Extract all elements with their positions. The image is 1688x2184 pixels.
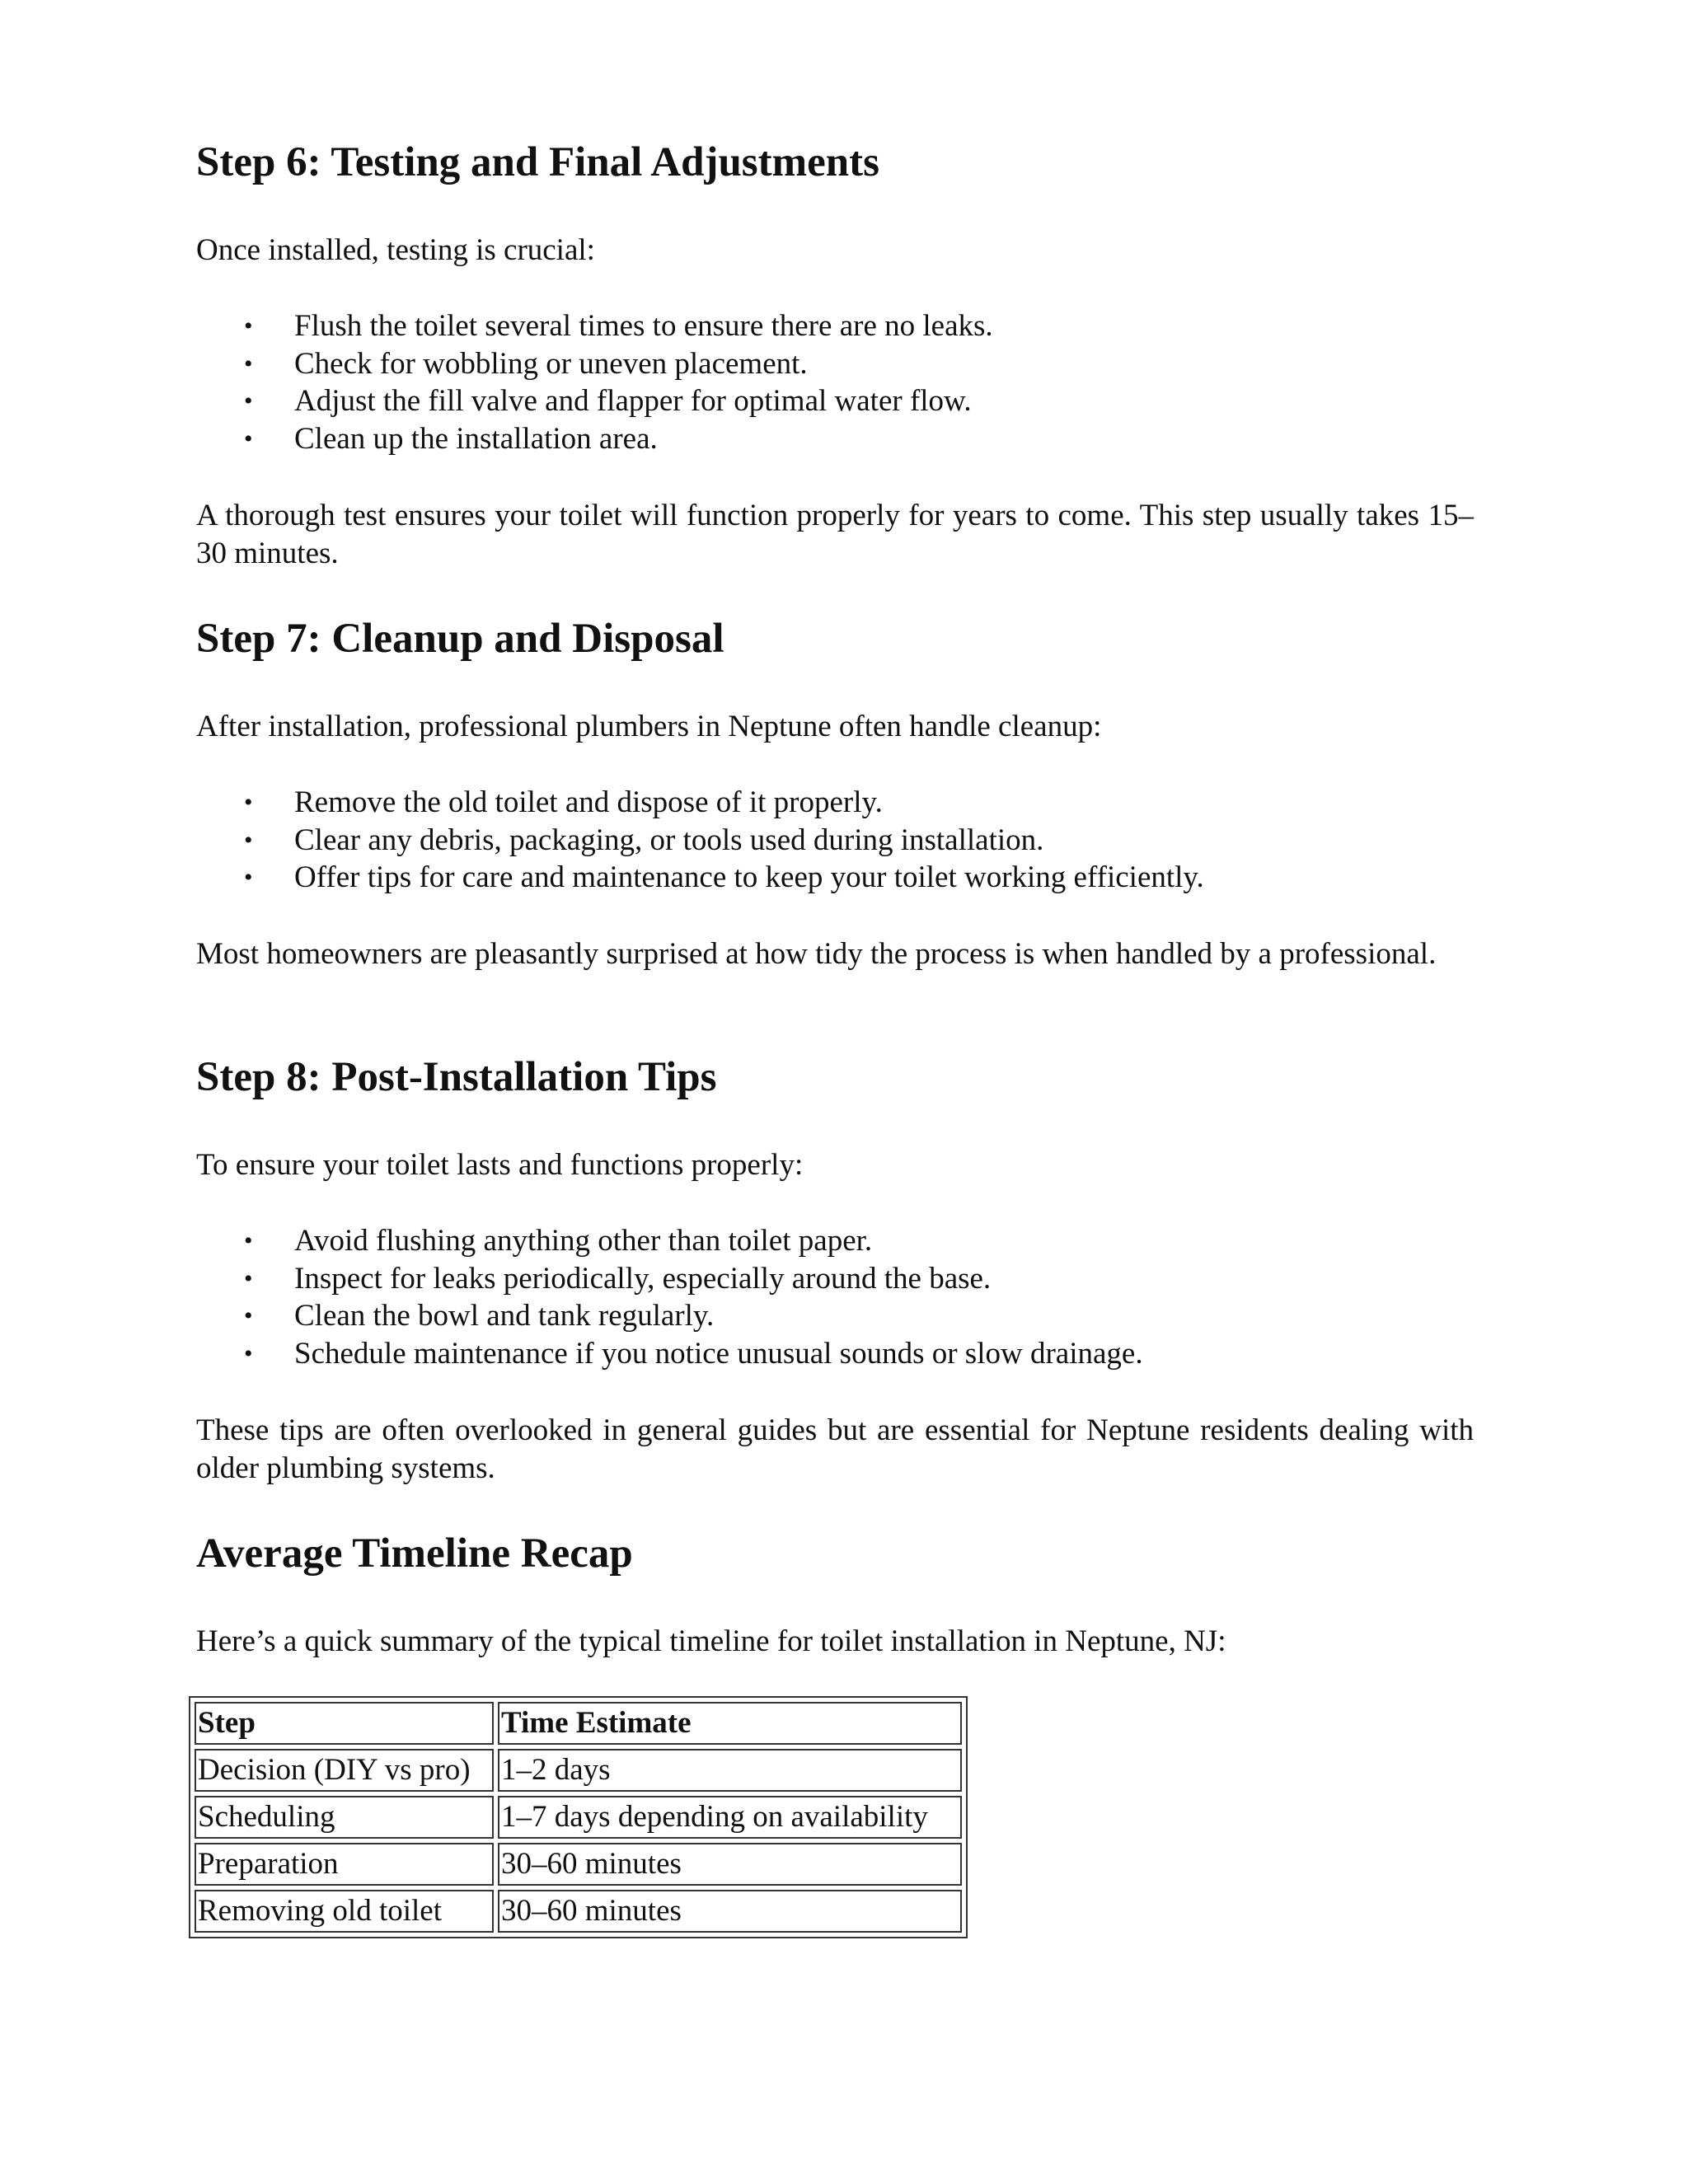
table-row (195, 1890, 962, 1933)
list-item: • Avoid flushing anything other than toilet paper. (196, 1222, 1474, 1260)
list-item: • Flush the toilet several times to ensure there are no leaks. (196, 307, 1474, 345)
list-item: • Adjust the fill valve and flapper for optimal water flow. (196, 382, 1474, 420)
bullet-icon: • (244, 349, 253, 377)
bullet-icon: • (244, 1264, 253, 1292)
list-item: • Remove the old toilet and dispose of it properly. (196, 784, 1474, 822)
table-cell-step: Removing old toilet (195, 1890, 494, 1933)
step8-intro: To ensure your toilet lasts and functions properly: (196, 1148, 804, 1182)
table-cell-time: 30–60 minutes (498, 1890, 962, 1933)
step7-bullet-list (196, 784, 1474, 897)
step8-bullet-list (196, 1222, 1474, 1372)
bullet-icon: • (244, 424, 253, 452)
list-item: • Clean the bowl and tank regularly. (196, 1297, 1474, 1335)
table-row (195, 1749, 962, 1792)
list-item: • Offer tips for care and maintenance to keep your toilet working efficiently. (196, 859, 1474, 897)
step8-heading: Step 8: Post-Installation Tips (196, 1054, 717, 1100)
table-header-step: Step (195, 1702, 494, 1745)
table-header-time-estimate: Time Estimate (498, 1702, 962, 1745)
bullet-icon: • (244, 1339, 253, 1367)
step6-closing: A thorough test ensures your toilet will function properly for years to come. This step usually takes 15–30 minutes. (196, 499, 1474, 570)
table-header-row (195, 1702, 962, 1745)
bullet-icon: • (244, 789, 253, 816)
table-cell-step: Preparation (195, 1843, 494, 1886)
list-item: • Clear any debris, packaging, or tools used during installation. (196, 822, 1474, 860)
table-row (195, 1796, 962, 1839)
step7-intro: After installation, professional plumbers in Neptune often handle cleanup: (196, 710, 1102, 743)
bullet-icon: • (244, 864, 253, 891)
table-cell-step: Scheduling (195, 1796, 494, 1839)
list-item: • Clean up the installation area. (196, 420, 1474, 458)
list-item: • Schedule maintenance if you notice unusual sounds or slow drainage. (196, 1335, 1474, 1373)
timeline-table (189, 1696, 968, 1938)
step6-intro: Once installed, testing is crucial: (196, 233, 595, 267)
list-item: • Check for wobbling or uneven placement. (196, 345, 1474, 383)
recap-heading: Average Timeline Recap (196, 1530, 633, 1577)
step6-bullet-list (196, 307, 1474, 457)
step6-heading: Step 6: Testing and Final Adjustments (196, 139, 879, 185)
step7-closing: Most homeowners are pleasantly surprised at how tidy the process is when handled by a professional. (196, 937, 1437, 971)
table-cell-time: 1–2 days (498, 1749, 962, 1792)
step8-closing: These tips are often overlooked in general guides but are essential for Neptune residents dealing with older plumbing systems. (196, 1413, 1474, 1485)
recap-intro: Here’s a quick summary of the typical timeline for toilet installation in Neptune, NJ: (196, 1624, 1226, 1658)
bullet-icon: • (244, 312, 253, 340)
bullet-icon: • (244, 387, 253, 415)
bullet-icon: • (244, 1227, 253, 1254)
table-cell-time: 1–7 days depending on availability (498, 1796, 962, 1839)
list-item: • Inspect for leaks periodically, especially around the base. (196, 1260, 1474, 1298)
table-row (195, 1843, 962, 1886)
step7-heading: Step 7: Cleanup and Disposal (196, 616, 724, 662)
bullet-icon: • (244, 1302, 253, 1329)
table-cell-time: 30–60 minutes (498, 1843, 962, 1886)
bullet-icon: • (244, 826, 253, 854)
table-cell-step: Decision (DIY vs pro) (195, 1749, 494, 1792)
